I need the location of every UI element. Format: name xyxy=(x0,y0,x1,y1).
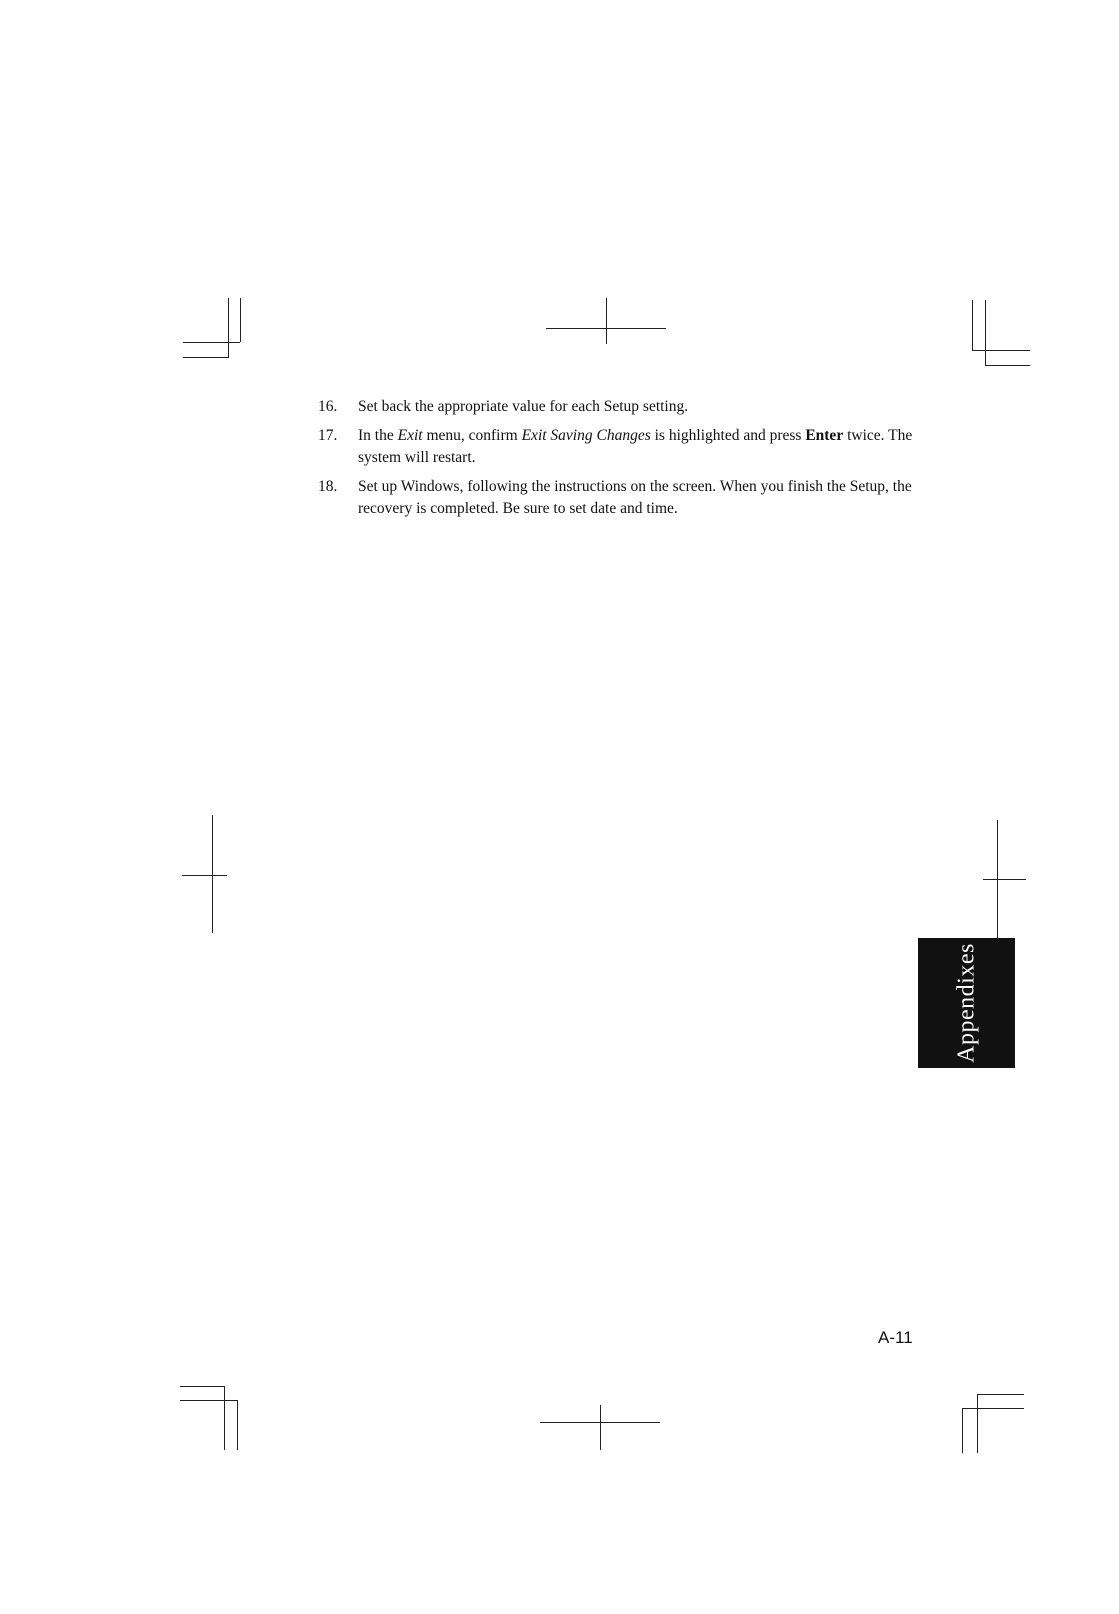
step-number: 16. xyxy=(318,398,338,415)
crop-mark-line xyxy=(972,350,1030,351)
crop-mark-line xyxy=(240,298,241,342)
crop-mark-line xyxy=(972,300,973,350)
crop-mark-line xyxy=(985,365,1030,366)
section-tab xyxy=(918,938,1015,1068)
crop-mark-line xyxy=(224,1386,225,1450)
option-name: Exit Saving Changes xyxy=(521,427,651,444)
page-number: A-11 xyxy=(878,1328,913,1347)
step-item xyxy=(318,396,918,418)
step-text: Set up Windows, following the instructions on the screen. When you finish the Setup, the recovery is completed. Be sure to set date and time. xyxy=(358,478,912,517)
crop-mark-line xyxy=(983,879,1026,880)
step-text: Set back the appropriate value for each Setup setting. xyxy=(358,398,689,415)
crop-mark-line xyxy=(237,1400,238,1450)
crop-mark-line xyxy=(212,815,213,933)
crop-mark-line xyxy=(183,357,228,358)
crop-mark-line xyxy=(600,1405,601,1450)
crop-mark-line xyxy=(985,300,986,365)
crop-mark-line xyxy=(997,820,998,940)
crop-mark-line xyxy=(228,298,229,358)
step-item xyxy=(318,476,918,520)
step-text: is highlighted and press xyxy=(650,427,806,444)
step-text: menu, confirm xyxy=(422,427,522,444)
crop-mark-line xyxy=(183,342,240,343)
crop-mark-line xyxy=(962,1408,963,1453)
section-tab-label: Appendixes xyxy=(953,943,979,1063)
step-item xyxy=(318,425,918,469)
step-number: 17. xyxy=(318,427,338,444)
crop-mark-line xyxy=(180,1400,237,1401)
crop-mark-line xyxy=(977,1394,978,1453)
step-number: 18. xyxy=(318,478,338,495)
instruction-steps xyxy=(318,396,918,527)
menu-name: Exit xyxy=(397,427,423,444)
crop-mark-line xyxy=(962,1408,1024,1409)
crop-mark-line xyxy=(977,1394,1024,1395)
crop-mark-line xyxy=(180,1386,224,1387)
key-name: Enter xyxy=(805,427,844,444)
crop-mark-line xyxy=(606,298,607,344)
step-text: In the xyxy=(358,427,398,444)
step-text: twice. The system will restart. xyxy=(358,427,913,466)
crop-mark-line xyxy=(182,875,227,876)
